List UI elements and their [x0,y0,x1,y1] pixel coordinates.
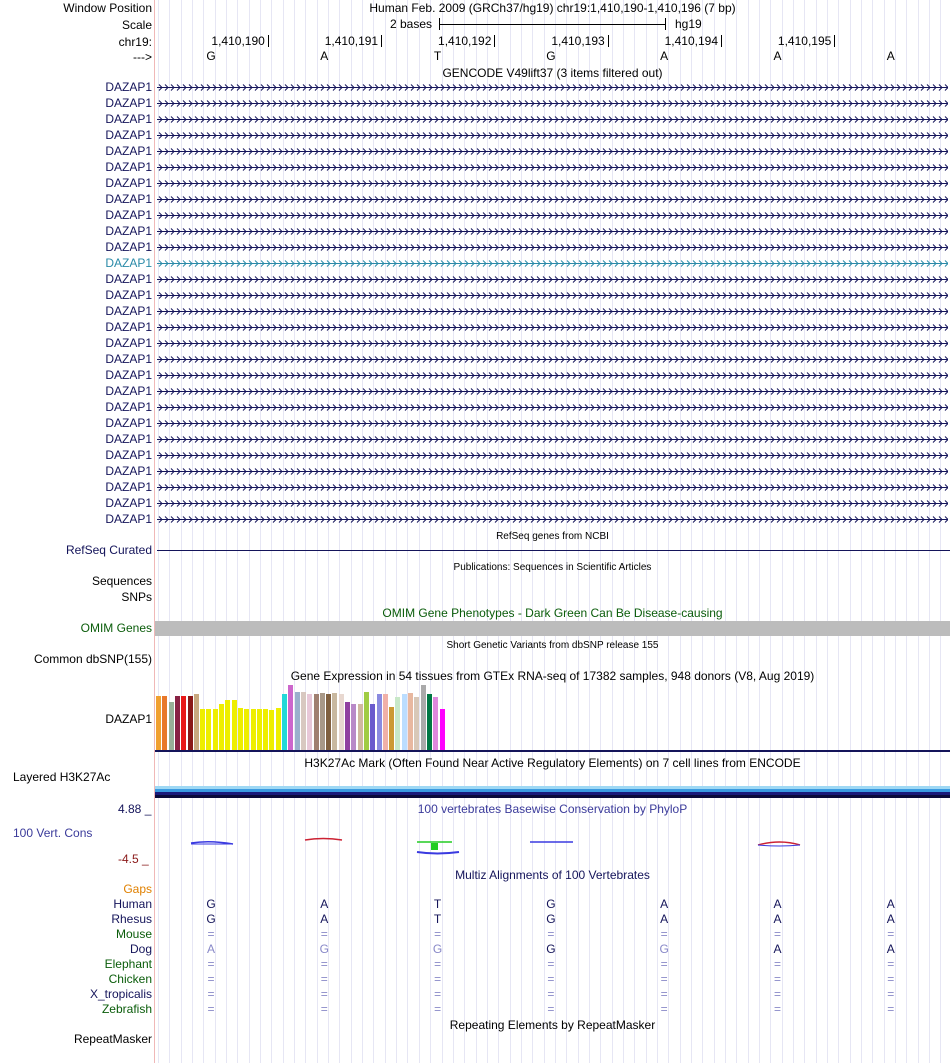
multiz-alignment-base: = [207,972,215,986]
gtex-tissue-bar[interactable] [251,709,256,750]
multiz-species-label[interactable]: Chicken [108,972,152,986]
gencode-gene-label[interactable]: DAZAP1 [105,176,152,190]
gencode-gene-label[interactable]: DAZAP1 [105,192,152,206]
gtex-tissue-bar[interactable] [244,709,249,750]
omim-gene-bar[interactable] [155,621,950,636]
h3k27ac-label[interactable]: Layered H3K27Ac [13,770,111,784]
gtex-tissue-bar[interactable] [402,694,407,750]
multiz-alignment-base: A [886,897,895,911]
gencode-gene-label[interactable]: DAZAP1 [105,208,152,222]
gencode-gene-label[interactable]: DAZAP1 [105,320,152,334]
multiz-alignment-base: = [207,1002,215,1016]
multiz-alignment-base: A [320,912,329,926]
gencode-gene-feature[interactable] [157,259,948,268]
gencode-gene-label[interactable]: DAZAP1 [105,224,152,238]
dbsnp-label[interactable]: Common dbSNP(155) [33,652,152,666]
ruler-position-label: 1,410,190 [211,34,265,48]
gencode-gene-label[interactable]: DAZAP1 [105,336,152,350]
track-label-column [0,0,155,1063]
base-letter: G [206,49,216,63]
gtex-tissue-bar[interactable] [181,696,186,750]
repeatmasker-title: Repeating Elements by RepeatMasker [449,1018,656,1032]
multiz-alignment-base: = [660,927,668,941]
dbsnp-title: Short Genetic Variants from dbSNP release 155 [446,640,659,651]
multiz-alignment-base: = [887,957,895,971]
gtex-tissue-bar[interactable] [339,694,344,750]
gtex-tissue-bar[interactable] [188,696,193,750]
multiz-alignment-base: = [320,972,328,986]
base-letter: A [773,49,782,63]
multiz-alignment-base: = [320,957,328,971]
gencode-gene-feature[interactable] [157,307,948,316]
multiz-alignment-base: = [434,987,442,1001]
gencode-gene-label[interactable]: DAZAP1 [105,496,152,510]
multiz-alignment-base: A [660,912,669,926]
gencode-gene-feature[interactable] [157,403,948,412]
multiz-alignment-base: = [547,957,555,971]
gencode-gene-feature[interactable] [157,195,948,204]
base-letter: G [546,49,556,63]
gencode-gene-feature[interactable] [157,483,948,492]
gtex-tissue-bar[interactable] [389,707,394,750]
gtex-tissue-bar[interactable] [320,693,325,750]
gencode-gene-label[interactable]: DAZAP1 [105,448,152,462]
gencode-gene-label[interactable]: DAZAP1 [105,432,152,446]
scale-label: Scale [121,18,152,32]
strand-label: ---> [133,50,152,64]
multiz-species-label[interactable]: Dog [129,942,152,956]
phylop-label[interactable]: 100 Vert. Cons [13,826,93,840]
multiz-species-label[interactable]: Zebrafish [101,1002,152,1016]
gtex-tissue-bar[interactable] [276,708,281,750]
gtex-tissue-bar[interactable] [169,702,174,750]
gtex-tissue-bar[interactable] [414,697,419,750]
gtex-tissue-bar[interactable] [219,704,224,750]
gtex-bar-chart[interactable] [155,684,555,750]
multiz-species-label[interactable]: Gaps [123,882,152,896]
gencode-gene-label[interactable]: DAZAP1 [105,272,152,286]
gtex-tissue-bar[interactable] [282,694,287,750]
refseq-title: RefSeq genes from NCBI [496,531,609,542]
gtex-tissue-bar[interactable] [232,700,237,750]
multiz-alignment-base: T [433,897,442,911]
multiz-species-label[interactable]: Rhesus [111,912,152,926]
multiz-alignment-base: A [886,912,895,926]
multiz-alignment-base: = [207,927,215,941]
gtex-tissue-bar[interactable] [225,700,230,750]
multiz-alignment-base: G [546,897,556,911]
window-position-value: Human Feb. 2009 (GRCh37/hg19) chr19:1,410,190-1,410,196 (7 bp) [369,1,736,15]
gencode-gene-label[interactable]: DAZAP1 [105,480,152,494]
scale-bar [439,24,666,25]
ruler-tick [381,35,382,47]
gencode-gene-feature[interactable] [157,83,948,92]
gencode-gene-feature[interactable] [157,435,948,444]
gtex-tissue-bar[interactable] [263,709,268,750]
multiz-alignment-base: = [547,927,555,941]
multiz-alignment-base: = [207,987,215,1001]
gtex-tissue-bar[interactable] [351,704,356,750]
multiz-species-label[interactable]: Human [113,897,152,911]
multiz-alignment-base: = [320,1002,328,1016]
multiz-alignment-base: = [320,927,328,941]
multiz-alignment-base: A [206,942,215,956]
base-letter: T [433,49,442,63]
multiz-alignment-base: = [660,987,668,1001]
gencode-gene-label[interactable]: DAZAP1 [105,384,152,398]
multiz-alignment-base: = [207,957,215,971]
multiz-alignment-base: G [546,942,556,956]
gtex-tissue-bar[interactable] [301,692,306,750]
gtex-tissue-bar[interactable] [206,709,211,750]
multiz-alignment-base: = [547,972,555,986]
ruler-tick [834,35,835,47]
scale-bar-right-tick [665,18,666,30]
window-position-label: Window Position [63,1,152,15]
gencode-gene-feature[interactable] [157,243,948,252]
multiz-alignment-base: = [887,927,895,941]
multiz-alignment-base: G [206,897,216,911]
refseq-gene-line[interactable] [157,550,950,551]
ruler-tick [268,35,269,47]
gencode-gene-label[interactable]: DAZAP1 [105,368,152,382]
gtex-tissue-bar[interactable] [440,709,445,750]
multiz-alignment-base: = [660,957,668,971]
ruler-position-label: 1,410,195 [777,34,832,48]
gencode-gene-label[interactable]: DAZAP1 [105,512,152,526]
gtex-tissue-bar[interactable] [358,704,363,750]
track-image-area[interactable] [155,0,950,1063]
multiz-alignment-base: = [320,987,328,1001]
gencode-gene-feature[interactable] [157,147,948,156]
multiz-alignment-base: = [887,987,895,1001]
gencode-gene-feature[interactable] [157,467,948,476]
gtex-tissue-bar[interactable] [408,693,413,750]
base-letter: A [886,49,895,63]
h3k27ac-signal[interactable] [155,785,950,800]
gtex-tissue-bar[interactable] [326,694,331,750]
multiz-alignment-base: = [660,972,668,986]
gencode-gene-feature[interactable] [157,131,948,140]
gencode-gene-label[interactable]: DAZAP1 [105,304,152,318]
multiz-alignment-base: A [320,897,329,911]
multiz-alignment-base: G [659,942,669,956]
base-letter: A [320,49,329,63]
gtex-tissue-bar[interactable] [162,696,167,750]
gtex-tissue-bar[interactable] [345,702,350,750]
gtex-tissue-bar[interactable] [314,694,319,750]
gencode-gene-feature[interactable] [157,515,948,524]
multiz-alignment-base: = [773,972,781,986]
gencode-gene-feature[interactable] [157,355,948,364]
gencode-gene-label[interactable]: DAZAP1 [105,352,152,366]
phylop-min-label: -4.5 _ [118,852,149,866]
gencode-title: GENCODE V49lift37 (3 items filtered out) [442,66,663,80]
gencode-gene-feature[interactable] [157,227,948,236]
gencode-gene-feature[interactable] [157,387,948,396]
ruler-position-label: 1,410,192 [438,34,492,48]
omim-label[interactable]: OMIM Genes [80,621,152,635]
gtex-tissue-bar[interactable] [433,697,438,750]
gtex-tissue-bar[interactable] [332,693,337,750]
multiz-alignment-base: = [660,1002,668,1016]
gencode-gene-label[interactable]: DAZAP1 [105,112,152,126]
ruler-position-label: 1,410,194 [664,34,718,48]
multiz-alignment-base: A [886,942,895,956]
omim-title: OMIM Gene Phenotypes - Dark Green Can Be Disease-causing [382,606,723,620]
multiz-alignment-base: = [773,1002,781,1016]
phylop-max-label: 4.88 _ [118,802,152,816]
multiz-alignment-base: = [434,972,442,986]
gencode-gene-feature[interactable] [157,275,948,284]
gencode-gene-feature[interactable] [157,451,948,460]
multiz-alignment-base: A [773,942,782,956]
gtex-tissue-bar[interactable] [377,694,382,750]
publications-title: Publications: Sequences in Scientific Articles [453,562,652,573]
multiz-alignment-base: = [773,987,781,1001]
gencode-gene-feature[interactable] [157,163,948,172]
gtex-tissue-bar[interactable] [370,704,375,750]
gtex-tissue-bar[interactable] [364,692,369,750]
gencode-gene-label[interactable]: DAZAP1 [105,416,152,430]
sequences-label[interactable]: Sequences [91,574,152,588]
gencode-gene-feature[interactable] [157,99,948,108]
gencode-gene-label[interactable]: DAZAP1 [105,144,152,158]
gencode-gene-label[interactable]: DAZAP1 [105,288,152,302]
chrom-label: chr19: [118,35,152,49]
gencode-gene-label[interactable]: DAZAP1 [105,160,152,174]
gencode-gene-feature[interactable] [157,211,948,220]
scale-value: 2 bases [390,17,433,31]
gtex-tissue-bar[interactable] [213,709,218,750]
multiz-species-label[interactable]: X_tropicalis [89,987,152,1001]
multiz-alignment-base: G [546,912,556,926]
snps-label[interactable]: SNPs [121,590,152,604]
gtex-baseline [155,750,950,752]
scale-db: hg19 [675,17,702,31]
gencode-gene-feature[interactable] [157,339,948,348]
gencode-gene-label[interactable]: DAZAP1 [105,96,152,110]
ruler-tick [721,35,722,47]
gtex-tissue-bar[interactable] [295,692,300,750]
multiz-alignment-base: = [547,987,555,1001]
h3k27ac-title: H3K27Ac Mark (Often Found Near Active Regulatory Elements) on 7 cell lines from ENCODE [304,756,801,770]
gtex-tissue-bar[interactable] [156,696,161,750]
gtex-tissue-bar[interactable] [238,708,243,750]
gencode-gene-label[interactable]: DAZAP1 [105,80,152,94]
gtex-tissue-bar[interactable] [288,685,293,750]
gencode-gene-label[interactable]: DAZAP1 [105,128,152,142]
gencode-gene-label[interactable]: DAZAP1 [105,256,152,270]
multiz-alignment-base: T [433,912,442,926]
base-letter: A [660,49,669,63]
multiz-alignment-base: = [434,927,442,941]
gtex-tissue-bar[interactable] [421,685,426,750]
gencode-gene-feature[interactable] [157,291,948,300]
multiz-alignment-base: G [206,912,216,926]
phylop-wiggle[interactable] [155,830,950,860]
multiz-alignment-base: = [547,1002,555,1016]
multiz-alignment-base: G [432,942,443,956]
ruler-tick [608,35,609,47]
multiz-title: Multiz Alignments of 100 Vertebrates [455,868,650,882]
gtex-title: Gene Expression in 54 tissues from GTEx RNA-seq of 17382 samples, 948 donors (V8, Aug 2019) [290,669,815,683]
gencode-gene-feature[interactable] [157,499,948,508]
repeatmasker-label[interactable]: RepeatMasker [73,1032,152,1046]
gencode-gene-label[interactable]: DAZAP1 [105,400,152,414]
gencode-gene-feature[interactable] [157,419,948,428]
multiz-species-label[interactable]: Elephant [104,957,152,971]
gtex-tissue-bar[interactable] [175,696,180,750]
gencode-gene-feature[interactable] [157,179,948,188]
multiz-alignment-base: G [319,942,329,956]
ruler-position-label: 1,410,193 [551,34,605,48]
gtex-tissue-bar[interactable] [257,709,262,750]
gtex-tissue-bar[interactable] [383,694,388,750]
gtex-tissue-bar[interactable] [269,710,274,750]
refseq-label[interactable]: RefSeq Curated [65,543,152,557]
multiz-alignment-base: A [773,912,782,926]
multiz-alignment-base: = [434,957,442,971]
gtex-gene-label[interactable]: DAZAP1 [105,712,152,726]
gencode-gene-label[interactable]: DAZAP1 [105,464,152,478]
multiz-alignment-base: A [773,897,782,911]
gencode-gene-label[interactable]: DAZAP1 [105,240,152,254]
gencode-gene-feature[interactable] [157,323,948,332]
multiz-alignment-base: = [434,1002,442,1016]
phylop-title: 100 vertebrates Basewise Conservation by PhyloP [417,802,688,816]
multiz-alignment-base: = [887,972,895,986]
gtex-tissue-bar[interactable] [200,709,205,750]
gtex-tissue-bar[interactable] [307,694,312,750]
gencode-gene-feature[interactable] [157,371,948,380]
gencode-gene-feature[interactable] [157,115,948,124]
ruler-tick [494,35,495,47]
multiz-alignment-base: = [773,927,781,941]
gtex-tissue-bar[interactable] [427,694,432,750]
gtex-tissue-bar[interactable] [395,697,400,750]
multiz-alignment-base: = [887,1002,895,1016]
ruler-position-label: 1,410,191 [324,34,379,48]
multiz-alignment-base: A [660,897,669,911]
multiz-species-label[interactable]: Mouse [115,927,152,941]
gtex-tissue-bar[interactable] [194,694,199,750]
multiz-alignment-base: = [773,957,781,971]
